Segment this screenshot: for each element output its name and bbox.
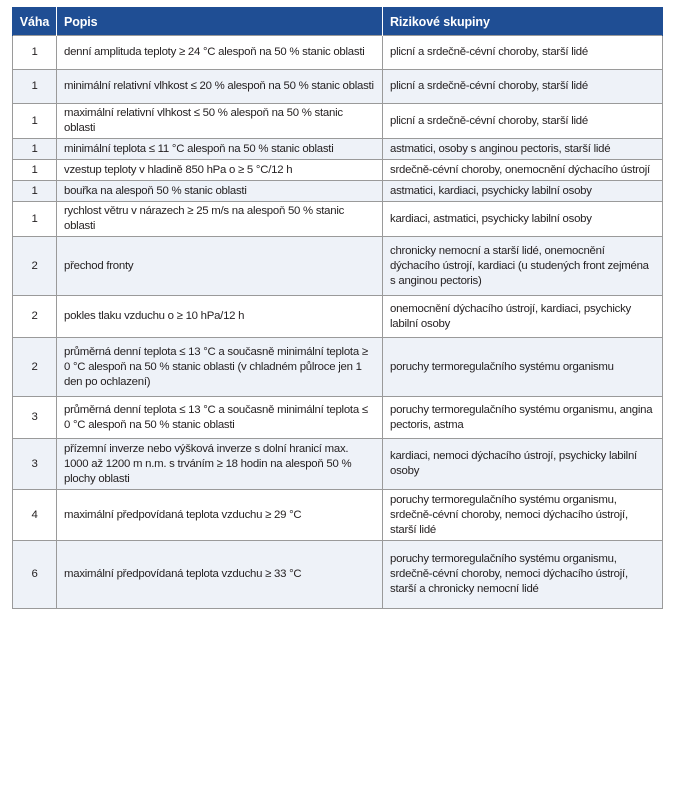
header-risk-groups: Rizikové skupiny xyxy=(383,8,663,36)
weight-cell: 6 xyxy=(13,541,57,609)
weight-cell: 1 xyxy=(13,160,57,181)
description-cell: minimální teplota ≤ 11 °C alespoň na 50 % stanic oblasti xyxy=(57,139,383,160)
description-cell: pokles tlaku vzduchu o ≥ 10 hPa/12 h xyxy=(57,296,383,338)
table-row xyxy=(13,338,663,397)
risk-groups-cell: plicní a srdečně-cévní choroby, starší lidé xyxy=(383,36,663,70)
risk-groups-cell: astmatici, osoby s anginou pectoris, starší lidé xyxy=(383,139,663,160)
description-cell: minimální relativní vlhkost ≤ 20 % alespoň na 50 % stanic oblasti xyxy=(57,70,383,104)
description-cell: přechod fronty xyxy=(57,237,383,296)
weight-cell: 2 xyxy=(13,296,57,338)
table-row xyxy=(13,397,663,439)
table-row xyxy=(13,237,663,296)
table-row xyxy=(13,490,663,541)
description-cell: přízemní inverze nebo výšková inverze s dolní hranicí max. 1000 až 1200 m n.m. s trváním ≥ 18 hodin na alespoň 50 % plochy oblasti xyxy=(57,439,383,490)
risk-groups-cell: poruchy termoregulačního systému organismu xyxy=(383,338,663,397)
weight-cell: 1 xyxy=(13,70,57,104)
weight-cell: 1 xyxy=(13,202,57,237)
description-cell: průměrná denní teplota ≤ 13 °C a současně minimální teplota ≤ 0 °C alespoň na 50 % stanic oblasti xyxy=(57,397,383,439)
risk-groups-cell: poruchy termoregulačního systému organismu, srdečně-cévní choroby, nemoci dýchacího ústrojí, starší lidé xyxy=(383,490,663,541)
risk-groups-cell: chronicky nemocní a starší lidé, onemocnění dýchacího ústrojí, kardiaci (u studených front zejména s anginou pectoris) xyxy=(383,237,663,296)
weight-cell: 3 xyxy=(13,397,57,439)
weight-cell: 2 xyxy=(13,338,57,397)
risk-groups-cell: astmatici, kardiaci, psychicky labilní osoby xyxy=(383,181,663,202)
header-description: Popis xyxy=(57,8,383,36)
weight-cell: 4 xyxy=(13,490,57,541)
description-cell: maximální předpovídaná teplota vzduchu ≥ 33 °C xyxy=(57,541,383,609)
risk-groups-cell: kardiaci, nemoci dýchacího ústrojí, psychicky labilní osoby xyxy=(383,439,663,490)
table-row xyxy=(13,181,663,202)
risk-groups-cell: plicní a srdečně-cévní choroby, starší lidé xyxy=(383,70,663,104)
risk-groups-cell: kardiaci, astmatici, psychicky labilní osoby xyxy=(383,202,663,237)
table-row xyxy=(13,70,663,104)
description-cell: maximální relativní vlhkost ≤ 50 % alespoň na 50 % stanic oblasti xyxy=(57,104,383,139)
weight-cell: 1 xyxy=(13,36,57,70)
weight-cell: 2 xyxy=(13,237,57,296)
risk-groups-cell: plicní a srdečně-cévní choroby, starší lidé xyxy=(383,104,663,139)
description-cell: rychlost větru v nárazech ≥ 25 m/s na alespoň 50 % stanic oblasti xyxy=(57,202,383,237)
risk-groups-cell: poruchy termoregulačního systému organismu, angina pectoris, astma xyxy=(383,397,663,439)
weight-cell: 1 xyxy=(13,181,57,202)
weight-cell: 3 xyxy=(13,439,57,490)
table-row xyxy=(13,104,663,139)
table-header-row xyxy=(13,8,663,36)
header-weight: Váha xyxy=(13,8,57,36)
description-cell: maximální předpovídaná teplota vzduchu ≥ 29 °C xyxy=(57,490,383,541)
weight-cell: 1 xyxy=(13,139,57,160)
risk-groups-cell: srdečně-cévní choroby, onemocnění dýchacího ústrojí xyxy=(383,160,663,181)
description-cell: bouřka na alespoň 50 % stanic oblasti xyxy=(57,181,383,202)
risk-table xyxy=(12,7,663,609)
table-row xyxy=(13,439,663,490)
description-cell: vzestup teploty v hladině 850 hPa o ≥ 5 °C/12 h xyxy=(57,160,383,181)
weight-cell: 1 xyxy=(13,104,57,139)
table-row xyxy=(13,36,663,70)
table-row xyxy=(13,139,663,160)
table-row xyxy=(13,296,663,338)
description-cell: denní amplituda teploty ≥ 24 °C alespoň na 50 % stanic oblasti xyxy=(57,36,383,70)
table-row xyxy=(13,202,663,237)
risk-table-container xyxy=(12,7,662,609)
table-row xyxy=(13,541,663,609)
risk-groups-cell: poruchy termoregulačního systému organismu, srdečně-cévní choroby, nemoci dýchacího ústrojí, starší a chronicky nemocní lidé xyxy=(383,541,663,609)
description-cell: průměrná denní teplota ≤ 13 °C a současně minimální teplota ≥ 0 °C alespoň na 50 % stanic oblasti (v chladném půlroce jen 1 den po ochlazení) xyxy=(57,338,383,397)
risk-groups-cell: onemocnění dýchacího ústrojí, kardiaci, psychicky labilní osoby xyxy=(383,296,663,338)
table-row xyxy=(13,160,663,181)
